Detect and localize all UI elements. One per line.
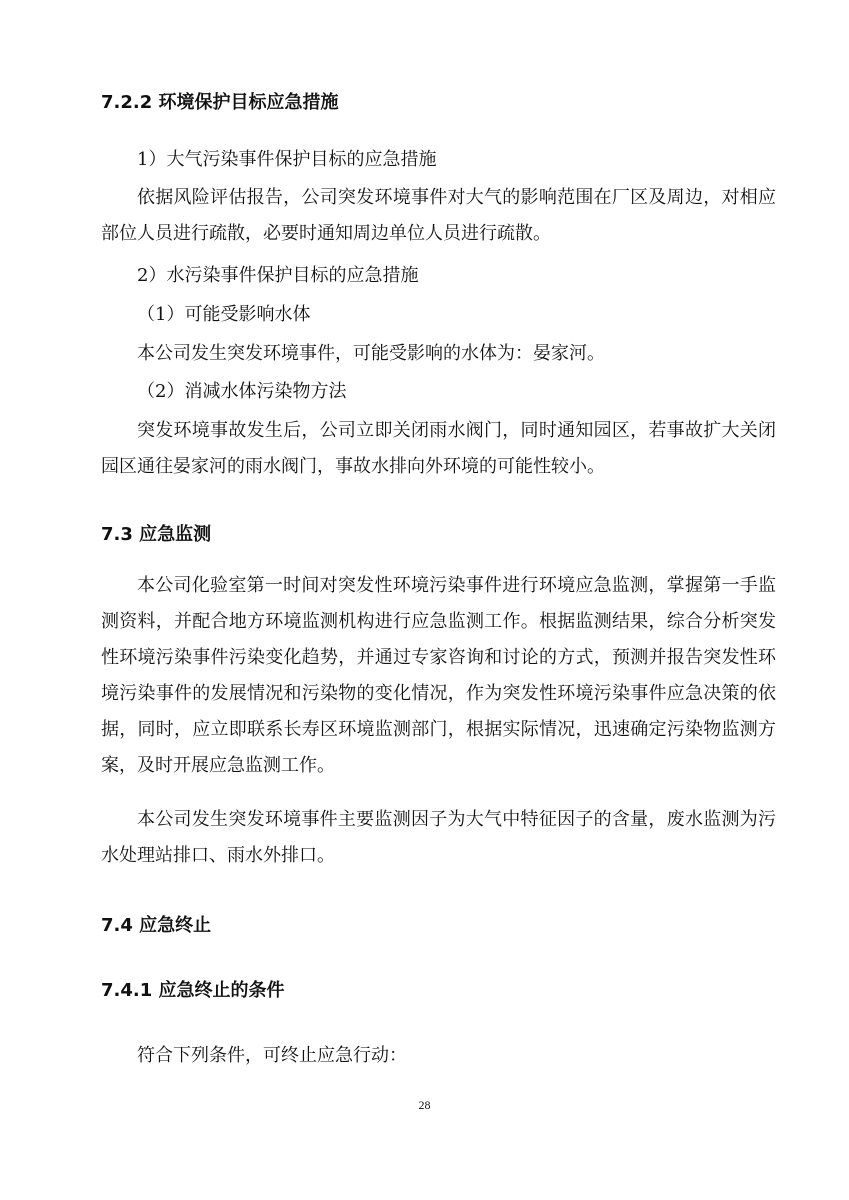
paragraph-affected-water-heading: （1）可能受影响水体 (137, 304, 311, 325)
paragraph-air-pollution-heading: 1）大气污染事件保护目标的应急措施 (137, 149, 437, 170)
page-number: 28 (418, 1098, 431, 1112)
paragraph-monitoring-body: 本公司化验室第一时间对突发性环境污染事件进行环境应急监测，掌握第一手监测资料，并配合地方环境监测机构进行应急监测工作。根据监测结果，综合分析突发性环境污染事件污染变化趋势，并通过专家咨询和讨论的方式，预测并报告突发性环境污染事件的发展情况和污染物的变化情况，作为突发性环境污染事件应急决策的依据，同时，应立即联系长寿区环境监测部门，根据实际情况，迅速确定污染物监测方案，及时开展应急监测工作。 (101, 575, 776, 776)
section-heading-7-4-1: 7.4.1 应急终止的条件 (101, 980, 285, 1001)
paragraph-reduction-method-heading: （2）消减水体污染物方法 (137, 381, 347, 402)
paragraph-affected-water-body: 本公司发生突发环境事件，可能受影响的水体为：晏家河。 (137, 343, 605, 364)
paragraph-termination-conditions: 符合下列条件，可终止应急行动： (137, 1045, 407, 1066)
section-heading-7-2-2: 7.2.2 环境保护目标应急措施 (101, 92, 339, 113)
paragraph-water-pollution-heading: 2）水污染事件保护目标的应急措施 (137, 265, 419, 286)
paragraph-air-pollution-body: 依据风险评估报告，公司突发环境事件对大气的影响范围在厂区及周边，对相应部位人员进行疏散，必要时通知周边单位人员进行疏散。 (101, 187, 776, 244)
section-heading-7-3: 7.3 应急监测 (101, 524, 212, 545)
section-heading-7-4: 7.4 应急终止 (101, 915, 212, 936)
paragraph-monitoring-factors: 本公司发生突发环境事件主要监测因子为大气中特征因子的含量，废水监测为污水处理站排口、雨水外排口。 (101, 809, 776, 866)
paragraph-reduction-method-body: 突发环境事故发生后，公司立即关闭雨水阀门，同时通知园区，若事故扩大关闭园区通往晏家河的雨水阀门，事故水排向外环境的可能性较小。 (101, 420, 776, 477)
